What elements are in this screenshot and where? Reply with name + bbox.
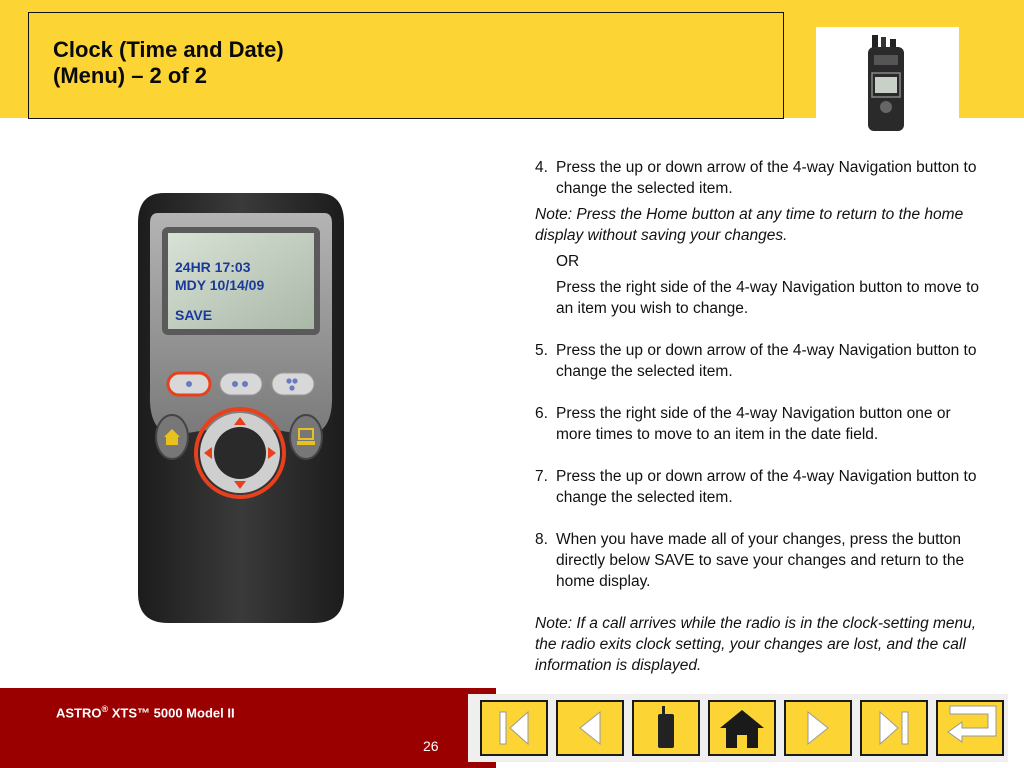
note-home: Note: Press the Home button at any time to return to the home display without saving your changes. <box>535 206 964 244</box>
instructions <box>535 157 990 676</box>
radio-icon <box>634 702 698 754</box>
exit-button[interactable] <box>936 700 1004 756</box>
arrow-right-icon <box>786 702 850 754</box>
step-8: 8. When you have made all of your changes, press the button directly below SAVE to save your changes and return to the home display. <box>535 531 965 590</box>
step-7: 7. Press the up or down arrow of the 4-way Navigation button to change the selected item. <box>535 468 977 506</box>
arrow-left-icon <box>558 702 622 754</box>
home-nav-button[interactable] <box>708 700 776 756</box>
previous-slide-button[interactable] <box>556 700 624 756</box>
footer-model-name: ASTRO® XTS™ 5000 Model II <box>56 704 235 721</box>
next-slide-button[interactable] <box>784 700 852 756</box>
nav-center <box>214 427 266 479</box>
page-number: 26 <box>423 738 439 754</box>
step-5: 5. Press the up or down arrow of the 4-way Navigation button to change the selected item. <box>535 342 977 380</box>
display-line-save: SAVE <box>175 307 213 323</box>
page-title <box>53 37 284 89</box>
display-line-date: MDY 10/14/09 <box>175 277 265 293</box>
step-4-alt: Press the right side of the 4-way Navigation button to move to an item you wish to change. <box>556 279 980 317</box>
footer-band <box>0 688 496 768</box>
step-6: 6. Press the right side of the 4-way Navigation button one or more times to move to an item in the date field. <box>535 405 951 443</box>
note-call: Note: If a call arrives while the radio is in the clock-setting menu, the radio exits clock setting, your changes are lost, and the call information is displayed. <box>535 615 977 674</box>
display-line-time: 24HR 17:03 <box>175 259 251 275</box>
radio-display-text <box>175 258 264 324</box>
softkey-right <box>272 373 314 395</box>
or-label: OR <box>556 253 580 270</box>
first-slide-button[interactable] <box>480 700 548 756</box>
softkey-middle <box>220 373 262 395</box>
title-box <box>28 12 784 119</box>
skip-last-icon <box>862 702 926 754</box>
home-icon <box>710 702 774 754</box>
last-slide-button[interactable] <box>860 700 928 756</box>
menu-button <box>290 415 322 459</box>
step-4: 4. Press the up or down arrow of the 4-way Navigation button to change the selected item. <box>535 159 977 197</box>
skip-first-icon <box>482 702 546 754</box>
radio-thumbnail <box>816 27 959 134</box>
title-line-2: (Menu) – 2 of 2 <box>53 63 208 88</box>
radio-button[interactable] <box>632 700 700 756</box>
title-line-1: Clock (Time and Date) <box>53 37 284 62</box>
exit-arrow-icon <box>938 702 1002 754</box>
radio-thumbnail-icon <box>866 35 906 131</box>
